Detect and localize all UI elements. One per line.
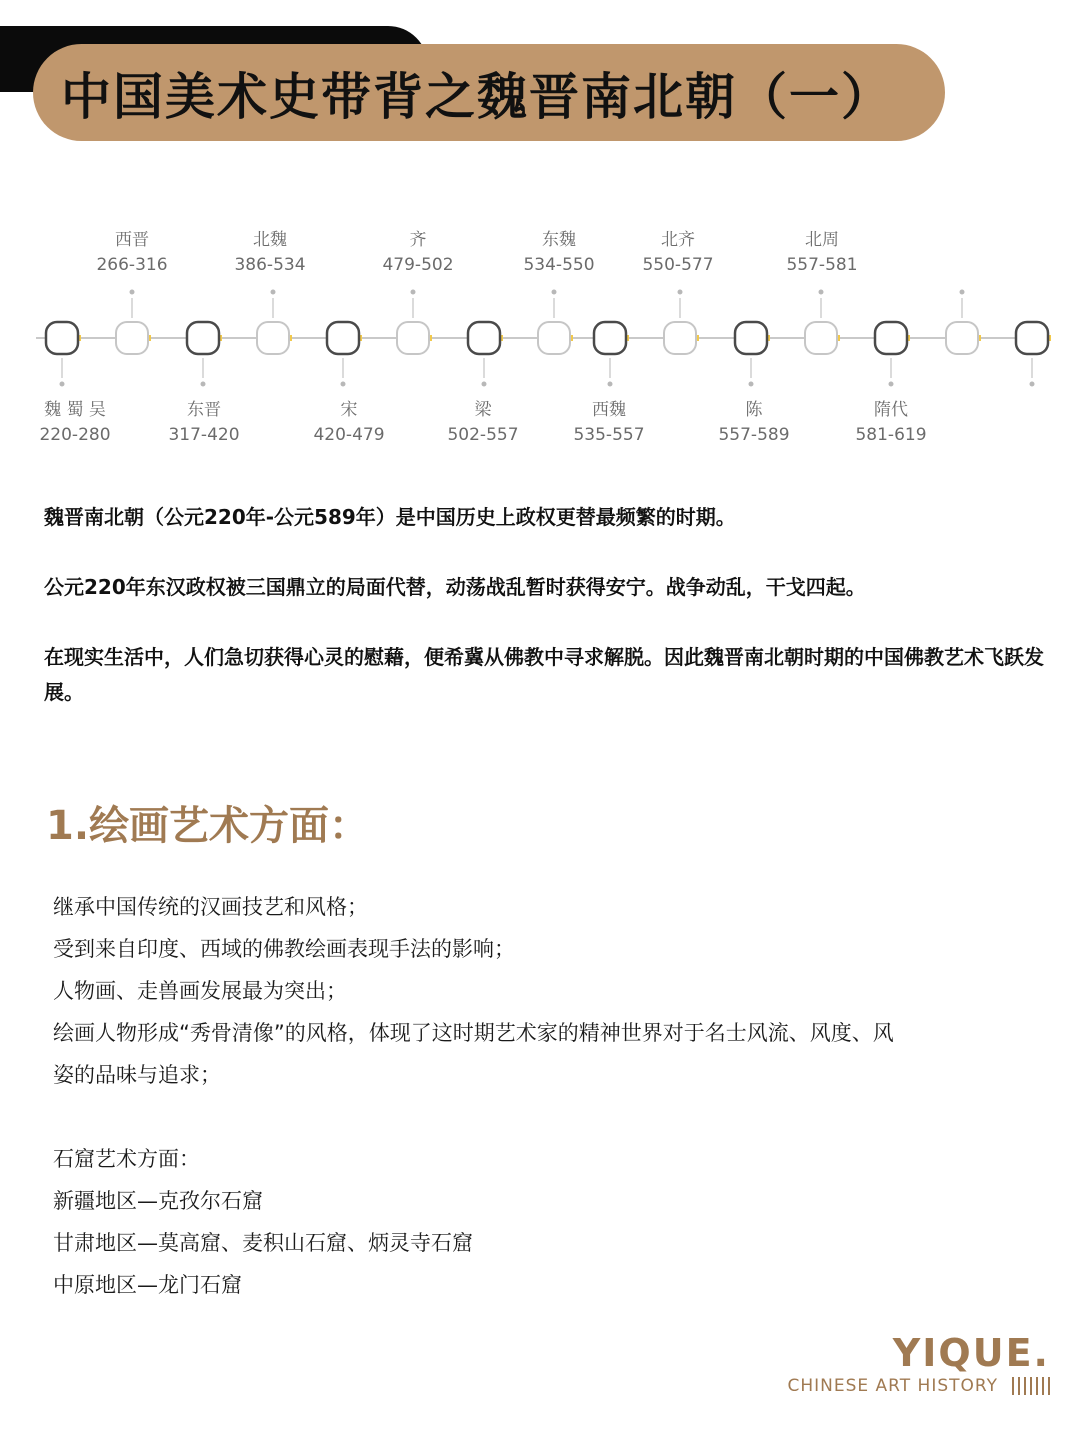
brand-name: YIQUE. xyxy=(892,1331,1050,1375)
intro-paragraph: 在现实生活中，人们急切获得心灵的慰藉，便希冀从佛教中寻求解脱。因此魏晋南北朝时期的中国佛教艺术飞跃发展。 xyxy=(44,645,1044,704)
timeline-label-bottom: 西魏 535-557 xyxy=(573,400,645,445)
grotto-heading: 石窟艺术方面： xyxy=(53,1147,200,1171)
timeline-dot xyxy=(678,290,683,295)
intro-paragraph: 魏晋南北朝（公元220年-公元589年）是中国历史上政权更替最频繁的时期。 xyxy=(44,505,736,529)
timeline-label-top: 北魏 386-534 xyxy=(234,230,306,275)
section-heading: 1.绘画艺术方面： xyxy=(46,803,370,849)
timeline-dot xyxy=(608,382,613,387)
timeline-node-light xyxy=(805,322,837,354)
timeline-label-top: 东魏 534-550 xyxy=(523,230,595,275)
timeline-node-light xyxy=(538,322,570,354)
timeline-dot xyxy=(749,382,754,387)
timeline-node-dark xyxy=(875,322,907,354)
timeline-node-light xyxy=(257,322,289,354)
grotto-line: 新疆地区—克孜尔石窟 xyxy=(53,1189,263,1213)
timeline-node-light xyxy=(946,322,978,354)
timeline-label-bottom: 宋 420-479 xyxy=(313,400,385,445)
brand-footer xyxy=(787,1330,1050,1396)
timeline-node-dark xyxy=(327,322,359,354)
timeline-label-bottom: 隋代 581-619 xyxy=(855,400,927,445)
timeline-node-light xyxy=(664,322,696,354)
painting-line: 绘画人物形成“秀骨清像”的风格，体现了这时期艺术家的精神世界对于名士风流、风度、风 xyxy=(53,1021,894,1045)
intro-text xyxy=(44,500,1044,745)
timeline-node-dark xyxy=(468,322,500,354)
painting-section-body xyxy=(53,886,1038,1306)
timeline-dot xyxy=(960,290,965,295)
painting-line: 受到来自印度、西域的佛教绘画表现手法的影响； xyxy=(53,937,515,961)
painting-line: 姿的品味与追求； xyxy=(53,1063,221,1087)
timeline-node-dark xyxy=(187,322,219,354)
timeline-dot xyxy=(411,290,416,295)
barcode-icon xyxy=(1012,1377,1050,1395)
timeline-node-dark xyxy=(594,322,626,354)
timeline-dot xyxy=(1030,382,1035,387)
timeline-label-bottom: 魏 蜀 吴 220-280 xyxy=(39,400,111,445)
painting-line: 人物画、走兽画发展最为突出； xyxy=(53,979,347,1003)
timeline-dot xyxy=(130,290,135,295)
timeline-label-top: 西晋 266-316 xyxy=(96,230,168,275)
brand-subtitle-row xyxy=(787,1376,1050,1396)
timeline-node-dark xyxy=(46,322,78,354)
grotto-line: 甘肃地区—莫高窟、麦积山石窟、炳灵寺石窟 xyxy=(53,1231,473,1255)
timeline-dot xyxy=(889,382,894,387)
timeline-dot xyxy=(201,382,206,387)
page-title: 中国美术史带背之魏晋南北朝（一） xyxy=(61,67,893,126)
timeline-label-bottom: 梁 502-557 xyxy=(447,400,519,445)
timeline-dot xyxy=(60,382,65,387)
dynasty-timeline xyxy=(0,220,1080,460)
grotto-line: 中原地区—龙门石窟 xyxy=(53,1273,242,1297)
timeline-dot xyxy=(482,382,487,387)
intro-paragraph: 公元220年东汉政权被三国鼎立的局面代替，动荡战乱暂时获得安宁。战争动乱，干戈四起。 xyxy=(44,575,866,599)
timeline-dot xyxy=(819,290,824,295)
timeline-label-top: 北齐 550-577 xyxy=(642,230,714,275)
spacer xyxy=(53,1096,1038,1138)
timeline-node-light xyxy=(397,322,429,354)
timeline-label-top: 齐 479-502 xyxy=(382,230,454,275)
timeline-label-bottom: 陈 557-589 xyxy=(718,400,790,445)
timeline-label-top: 北周 557-581 xyxy=(786,230,858,275)
timeline-label-bottom: 东晋 317-420 xyxy=(168,400,240,445)
timeline-node-dark xyxy=(735,322,767,354)
timeline-dot xyxy=(271,290,276,295)
painting-line: 继承中国传统的汉画技艺和风格； xyxy=(53,895,368,919)
brand-subtitle: CHINESE ART HISTORY xyxy=(787,1376,998,1396)
timeline-node-dark xyxy=(1016,322,1048,354)
timeline-node-light xyxy=(116,322,148,354)
timeline-dot xyxy=(341,382,346,387)
timeline-dot xyxy=(552,290,557,295)
title-banner xyxy=(33,44,945,141)
